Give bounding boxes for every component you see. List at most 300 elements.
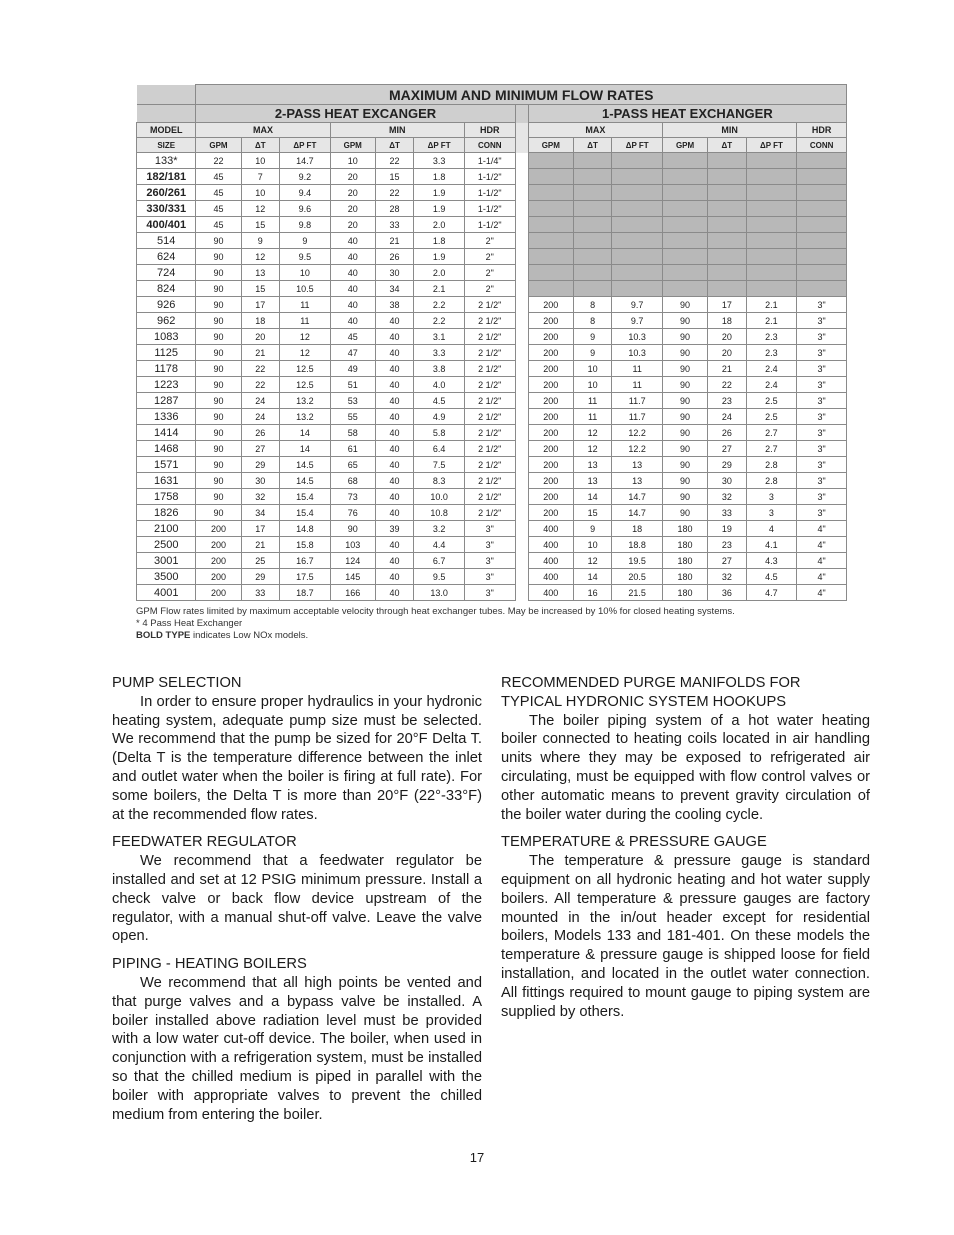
two-pass-value-cell: 90 <box>196 489 241 505</box>
table-row <box>137 585 847 601</box>
two-pass-value-cell: 1.8 <box>414 169 465 185</box>
table-row <box>137 425 847 441</box>
two-pass-value-cell: 33 <box>241 585 280 601</box>
table-title: MAXIMUM AND MINIMUM FLOW RATES <box>196 85 847 105</box>
one-pass-value-cell: 200 <box>528 457 573 473</box>
column-gap <box>515 153 528 169</box>
two-pass-value-cell: 3" <box>464 521 515 537</box>
two-pass-value-cell: 10 <box>280 265 331 281</box>
two-pass-value-cell: 9.5 <box>414 569 465 585</box>
two-pass-value-cell: 17.5 <box>280 569 331 585</box>
model-size-cell: 1336 <box>137 409 196 425</box>
one-pass-value-cell: 19 <box>708 521 747 537</box>
two-pass-value-cell: 13.2 <box>280 409 331 425</box>
one-pass-value-cell: 200 <box>528 473 573 489</box>
one-pass-value-cell: 4.5 <box>746 569 797 585</box>
one-pass-value-cell: 3" <box>797 425 847 441</box>
two-pass-value-cell: 40 <box>375 537 414 553</box>
two-pass-value-cell: 34 <box>241 505 280 521</box>
one-pass-value-cell: 30 <box>708 473 747 489</box>
model-size-cell: 1287 <box>137 393 196 409</box>
piping-body: We recommend that all high points be vented and that purge valves and a bypass valve be installed. A boiler installed above radiation level must be provided with a low water cut-off device. The boiler, when used in conjunction with a refrigeration system, must be installed so that the chilled medium is piped in parallel with the boiler with appropriate valves to prevent the chilled medium from entering the boiler. <box>112 974 482 1123</box>
table-row <box>137 201 847 217</box>
one-pass-value-cell: 3" <box>797 473 847 489</box>
two-pass-value-cell: 2.2 <box>414 297 465 313</box>
two-pass-value-cell: 4.4 <box>414 537 465 553</box>
one-pass-value-cell: 11.7 <box>612 393 663 409</box>
one-pass-empty-cell <box>708 233 747 249</box>
hdr-header-1pass: HDR <box>797 123 847 138</box>
two-pass-value-cell: 15 <box>241 281 280 297</box>
one-pass-value-cell: 20 <box>708 329 747 345</box>
two-pass-value-cell: 28 <box>375 201 414 217</box>
column-gap <box>515 233 528 249</box>
one-pass-empty-cell <box>573 185 612 201</box>
column-gap <box>515 473 528 489</box>
one-pass-empty-cell <box>573 217 612 233</box>
one-pass-value-cell: 14 <box>573 489 612 505</box>
two-pass-value-cell: 27 <box>241 441 280 457</box>
gpm-header: GPM <box>663 138 708 153</box>
two-pass-value-cell: 40 <box>375 505 414 521</box>
two-pass-value-cell: 10 <box>241 185 280 201</box>
one-pass-empty-cell <box>528 265 573 281</box>
two-pass-value-cell: 34 <box>375 281 414 297</box>
one-pass-value-cell: 4" <box>797 553 847 569</box>
one-pass-value-cell: 200 <box>528 489 573 505</box>
table-row <box>137 505 847 521</box>
one-pass-value-cell: 90 <box>663 313 708 329</box>
table-row <box>137 553 847 569</box>
table-note-bold-label: BOLD TYPE <box>136 630 191 641</box>
table-row <box>137 233 847 249</box>
two-pass-value-cell: 40 <box>330 249 375 265</box>
two-pass-value-cell: 24 <box>241 409 280 425</box>
one-pass-empty-cell <box>797 265 847 281</box>
one-pass-value-cell: 12 <box>573 553 612 569</box>
two-pass-value-cell: 1.8 <box>414 233 465 249</box>
max-header-1pass: MAX <box>528 123 662 138</box>
one-pass-value-cell: 26 <box>708 425 747 441</box>
two-pass-value-cell: 40 <box>330 281 375 297</box>
two-pass-value-cell: 40 <box>330 233 375 249</box>
one-pass-empty-cell <box>746 233 797 249</box>
column-gap <box>515 313 528 329</box>
two-pass-value-cell: 40 <box>375 457 414 473</box>
two-pass-value-cell: 9.6 <box>280 201 331 217</box>
model-size-cell: 1758 <box>137 489 196 505</box>
model-header: MODEL <box>137 123 196 138</box>
two-pass-value-cell: 18 <box>241 313 280 329</box>
one-pass-empty-cell <box>573 153 612 169</box>
column-gap <box>515 585 528 601</box>
one-pass-value-cell: 20 <box>708 345 747 361</box>
one-pass-value-cell: 90 <box>663 425 708 441</box>
table-row <box>137 521 847 537</box>
one-pass-value-cell: 400 <box>528 569 573 585</box>
one-pass-value-cell: 200 <box>528 441 573 457</box>
column-gap <box>515 329 528 345</box>
one-pass-value-cell: 180 <box>663 537 708 553</box>
pump-selection-body: In order to ensure proper hydraulics in your hydronic heating system, adequate pump size must be selected. We recommend that the pump be sized for 20°F Delta T. (Delta T is the temperature difference between the inlet and outlet water when the boiler is firing at full rate). For some boilers, the Delta T is more than 20°F (22°-33°F) at the recommended flow rates. <box>112 693 482 823</box>
two-pass-value-cell: 51 <box>330 377 375 393</box>
piping-heading: PIPING - HEATING BOILERS <box>112 956 307 973</box>
one-pass-empty-cell <box>528 233 573 249</box>
two-pass-value-cell: 2 1/2" <box>464 345 515 361</box>
one-pass-value-cell: 90 <box>663 441 708 457</box>
one-pass-value-cell: 3" <box>797 313 847 329</box>
table-corner <box>137 105 196 123</box>
gpm-header: GPM <box>330 138 375 153</box>
gauge-body: The temperature & pressure gauge is standard equipment on all hydronic heating and hot water supply boilers. All temperature & pressure gauges are factory mounted in the in/out header except for residential boilers, Models 133 and 181-401. On these models the temperature & pressure gauge is shipped loose for field installation, and located in the outlet water connection. All fittings required to mount gauge to piping system are supplied by others. <box>501 853 870 1020</box>
two-pass-value-cell: 90 <box>196 233 241 249</box>
one-pass-value-cell: 9 <box>573 329 612 345</box>
one-pass-value-cell: 400 <box>528 585 573 601</box>
column-gap <box>515 457 528 473</box>
column-gap <box>515 505 528 521</box>
two-pass-value-cell: 3" <box>464 553 515 569</box>
two-pass-value-cell: 90 <box>196 361 241 377</box>
two-pass-value-cell: 40 <box>375 425 414 441</box>
model-size-cell: 1083 <box>137 329 196 345</box>
one-pass-empty-cell <box>797 249 847 265</box>
two-pass-value-cell: 1-1/2" <box>464 201 515 217</box>
two-pass-value-cell: 20 <box>330 201 375 217</box>
one-pass-value-cell: 8 <box>573 297 612 313</box>
column-gap <box>515 123 528 138</box>
one-pass-empty-cell <box>708 217 747 233</box>
one-pass-value-cell: 90 <box>663 505 708 521</box>
two-pass-value-cell: 90 <box>196 457 241 473</box>
two-pass-value-cell: 90 <box>196 345 241 361</box>
one-pass-value-cell: 180 <box>663 569 708 585</box>
table-note-bold-rest: indicates Low NOx models. <box>190 630 309 641</box>
one-pass-empty-cell <box>797 185 847 201</box>
two-pass-value-cell: 40 <box>375 553 414 569</box>
model-size-cell: 624 <box>137 249 196 265</box>
two-pass-value-cell: 2.0 <box>414 265 465 281</box>
delta-p-header: ΔP FT <box>612 138 663 153</box>
two-pass-value-cell: 15 <box>375 169 414 185</box>
one-pass-value-cell: 4.1 <box>746 537 797 553</box>
one-pass-value-cell: 2.1 <box>746 313 797 329</box>
two-pass-value-cell: 17 <box>241 297 280 313</box>
two-pass-value-cell: 1.9 <box>414 249 465 265</box>
one-pass-empty-cell <box>573 249 612 265</box>
one-pass-value-cell: 14 <box>573 569 612 585</box>
model-size-cell: 1178 <box>137 361 196 377</box>
one-pass-empty-cell <box>528 201 573 217</box>
two-pass-value-cell: 12.5 <box>280 377 331 393</box>
two-pass-value-cell: 21 <box>375 233 414 249</box>
two-pass-value-cell: 9 <box>280 233 331 249</box>
two-pass-value-cell: 40 <box>330 265 375 281</box>
model-size-cell: 182/181 <box>137 169 196 185</box>
one-pass-value-cell: 90 <box>663 297 708 313</box>
two-pass-value-cell: 45 <box>196 201 241 217</box>
one-pass-value-cell: 2.5 <box>746 393 797 409</box>
column-gap <box>515 281 528 297</box>
one-pass-value-cell: 3" <box>797 457 847 473</box>
one-pass-empty-cell <box>708 281 747 297</box>
two-pass-value-cell: 2 1/2" <box>464 329 515 345</box>
min-header-1pass: MIN <box>663 123 797 138</box>
one-pass-value-cell: 11 <box>612 377 663 393</box>
one-pass-value-cell: 200 <box>528 393 573 409</box>
gpm-header: GPM <box>528 138 573 153</box>
one-pass-value-cell: 9.7 <box>612 297 663 313</box>
gauge-section <box>501 833 870 1021</box>
flow-table-body <box>137 153 847 601</box>
two-pass-value-cell: 30 <box>375 265 414 281</box>
two-pass-value-cell: 68 <box>330 473 375 489</box>
two-pass-value-cell: 20 <box>330 185 375 201</box>
two-pass-value-cell: 2 1/2" <box>464 441 515 457</box>
one-pass-value-cell: 90 <box>663 409 708 425</box>
two-pass-value-cell: 4.0 <box>414 377 465 393</box>
two-pass-value-cell: 40 <box>330 297 375 313</box>
one-pass-empty-cell <box>663 265 708 281</box>
one-pass-value-cell: 10 <box>573 537 612 553</box>
one-pass-empty-cell <box>612 265 663 281</box>
two-pass-value-cell: 90 <box>196 329 241 345</box>
left-text-column <box>112 674 482 1133</box>
one-pass-empty-cell <box>573 169 612 185</box>
table-row <box>137 393 847 409</box>
two-pass-value-cell: 90 <box>196 281 241 297</box>
one-pass-value-cell: 400 <box>528 521 573 537</box>
two-pass-value-cell: 40 <box>375 473 414 489</box>
one-pass-value-cell: 10 <box>573 361 612 377</box>
table-note-flow-limit: GPM Flow rates limited by maximum acceptable velocity through heat exchanger tubes. May be increased by 10% for closed heating systems. <box>136 606 735 617</box>
one-pass-value-cell: 400 <box>528 553 573 569</box>
two-pass-value-cell: 40 <box>375 345 414 361</box>
model-size-cell: 1571 <box>137 457 196 473</box>
two-pass-value-cell: 12 <box>280 329 331 345</box>
one-pass-value-cell: 12 <box>573 425 612 441</box>
one-pass-value-cell: 3" <box>797 505 847 521</box>
one-pass-value-cell: 13 <box>612 457 663 473</box>
one-pass-value-cell: 200 <box>528 505 573 521</box>
model-size-cell: 4001 <box>137 585 196 601</box>
table-row <box>137 361 847 377</box>
two-pass-value-cell: 12.5 <box>280 361 331 377</box>
pump-selection-heading: PUMP SELECTION <box>112 675 242 691</box>
one-pass-value-cell: 13 <box>612 473 663 489</box>
model-size-cell: 1223 <box>137 377 196 393</box>
two-pass-value-cell: 15 <box>241 217 280 233</box>
purge-manifolds-section <box>501 674 870 824</box>
two-pass-value-cell: 103 <box>330 537 375 553</box>
two-pass-value-cell: 22 <box>375 185 414 201</box>
one-pass-value-cell: 2.4 <box>746 377 797 393</box>
one-pass-value-cell: 2.4 <box>746 361 797 377</box>
two-pass-value-cell: 26 <box>375 249 414 265</box>
two-pass-value-cell: 2 1/2" <box>464 425 515 441</box>
two-pass-value-cell: 2 1/2" <box>464 361 515 377</box>
one-pass-value-cell: 20.5 <box>612 569 663 585</box>
two-pass-value-cell: 200 <box>196 569 241 585</box>
max-header-2pass: MAX <box>196 123 330 138</box>
two-pass-value-cell: 14.5 <box>280 457 331 473</box>
one-pass-empty-cell <box>746 265 797 281</box>
model-size-cell: 724 <box>137 265 196 281</box>
table-row <box>137 313 847 329</box>
one-pass-value-cell: 11 <box>573 409 612 425</box>
two-pass-value-cell: 65 <box>330 457 375 473</box>
two-pass-value-cell: 58 <box>330 425 375 441</box>
two-pass-value-cell: 33 <box>375 217 414 233</box>
one-pass-value-cell: 29 <box>708 457 747 473</box>
piping-section <box>112 955 482 1124</box>
model-size-cell: 260/261 <box>137 185 196 201</box>
two-pass-value-cell: 14 <box>280 425 331 441</box>
two-pass-value-cell: 40 <box>375 585 414 601</box>
one-pass-value-cell: 4" <box>797 585 847 601</box>
two-pass-value-cell: 2" <box>464 249 515 265</box>
one-pass-empty-cell <box>573 281 612 297</box>
one-pass-value-cell: 9 <box>573 521 612 537</box>
one-pass-empty-cell <box>746 185 797 201</box>
two-pass-value-cell: 15.4 <box>280 489 331 505</box>
one-pass-value-cell: 90 <box>663 345 708 361</box>
model-size-cell: 2100 <box>137 521 196 537</box>
one-pass-empty-cell <box>528 153 573 169</box>
two-pass-value-cell: 200 <box>196 553 241 569</box>
one-pass-empty-cell <box>746 153 797 169</box>
one-pass-empty-cell <box>612 169 663 185</box>
model-size-cell: 962 <box>137 313 196 329</box>
two-pass-value-cell: 2" <box>464 281 515 297</box>
one-pass-value-cell: 2.8 <box>746 457 797 473</box>
one-pass-value-cell: 90 <box>663 489 708 505</box>
delta-p-header: ΔP FT <box>746 138 797 153</box>
two-pass-value-cell: 90 <box>330 521 375 537</box>
two-pass-value-cell: 2 1/2" <box>464 313 515 329</box>
right-text-column <box>501 674 870 1030</box>
two-pass-value-cell: 7 <box>241 169 280 185</box>
two-pass-value-cell: 22 <box>241 361 280 377</box>
column-gap <box>515 521 528 537</box>
two-pass-value-cell: 17 <box>241 521 280 537</box>
two-pass-value-cell: 12 <box>241 249 280 265</box>
one-pass-value-cell: 3" <box>797 297 847 313</box>
two-pass-value-cell: 45 <box>196 217 241 233</box>
two-pass-value-cell: 3" <box>464 585 515 601</box>
two-pass-value-cell: 90 <box>196 297 241 313</box>
table-row <box>137 377 847 393</box>
two-pass-value-cell: 40 <box>375 569 414 585</box>
one-pass-value-cell: 4" <box>797 537 847 553</box>
one-pass-value-cell: 2.3 <box>746 345 797 361</box>
two-pass-value-cell: 76 <box>330 505 375 521</box>
table-row <box>137 249 847 265</box>
one-pass-value-cell: 3" <box>797 489 847 505</box>
one-pass-value-cell: 12.2 <box>612 425 663 441</box>
two-pass-value-cell: 200 <box>196 537 241 553</box>
one-pass-value-cell: 21.5 <box>612 585 663 601</box>
one-pass-value-cell: 13 <box>573 457 612 473</box>
two-pass-value-cell: 4.5 <box>414 393 465 409</box>
one-pass-value-cell: 3" <box>797 441 847 457</box>
one-pass-value-cell: 3" <box>797 393 847 409</box>
two-pass-value-cell: 200 <box>196 585 241 601</box>
two-pass-value-cell: 73 <box>330 489 375 505</box>
two-pass-value-cell: 10.5 <box>280 281 331 297</box>
one-pass-empty-cell <box>528 185 573 201</box>
two-pass-value-cell: 40 <box>375 409 414 425</box>
one-pass-value-cell: 18 <box>708 313 747 329</box>
one-pass-empty-cell <box>797 233 847 249</box>
table-row <box>137 489 847 505</box>
two-pass-value-cell: 13 <box>241 265 280 281</box>
two-pass-value-cell: 40 <box>375 361 414 377</box>
column-gap <box>515 249 528 265</box>
model-size-cell: 330/331 <box>137 201 196 217</box>
two-pass-value-cell: 26 <box>241 425 280 441</box>
one-pass-empty-cell <box>746 217 797 233</box>
two-pass-value-cell: 9.2 <box>280 169 331 185</box>
table-row <box>137 281 847 297</box>
one-pass-empty-cell <box>708 185 747 201</box>
column-gap <box>515 441 528 457</box>
one-pass-empty-cell <box>797 217 847 233</box>
two-pass-value-cell: 53 <box>330 393 375 409</box>
two-pass-value-cell: 45 <box>196 169 241 185</box>
model-size-cell: 1125 <box>137 345 196 361</box>
table-notes <box>136 606 847 642</box>
one-pass-value-cell: 3" <box>797 329 847 345</box>
one-pass-value-cell: 24 <box>708 409 747 425</box>
two-pass-value-cell: 14.8 <box>280 521 331 537</box>
table-row <box>137 329 847 345</box>
two-pass-value-cell: 13.2 <box>280 393 331 409</box>
two-pass-value-cell: 29 <box>241 457 280 473</box>
one-pass-value-cell: 2.3 <box>746 329 797 345</box>
two-pass-value-cell: 22 <box>241 377 280 393</box>
two-pass-value-cell: 4.9 <box>414 409 465 425</box>
one-pass-value-cell: 8 <box>573 313 612 329</box>
table-row <box>137 265 847 281</box>
two-pass-value-cell: 2.0 <box>414 217 465 233</box>
one-pass-empty-cell <box>746 169 797 185</box>
one-pass-empty-cell <box>663 233 708 249</box>
one-pass-value-cell: 90 <box>663 361 708 377</box>
one-pass-empty-cell <box>612 185 663 201</box>
model-size-cell: 1631 <box>137 473 196 489</box>
two-pass-value-cell: 90 <box>196 265 241 281</box>
column-gap <box>515 377 528 393</box>
one-pass-value-cell: 3 <box>746 505 797 521</box>
one-pass-empty-cell <box>708 249 747 265</box>
one-pass-empty-cell <box>797 201 847 217</box>
one-pass-value-cell: 18.8 <box>612 537 663 553</box>
two-pass-value-cell: 32 <box>241 489 280 505</box>
group-header-2pass: 2-PASS HEAT EXCANGER <box>196 105 515 123</box>
one-pass-value-cell: 3" <box>797 377 847 393</box>
one-pass-value-cell: 12 <box>573 441 612 457</box>
column-gap <box>515 409 528 425</box>
two-pass-value-cell: 15.4 <box>280 505 331 521</box>
group-header-1pass: 1-PASS HEAT EXCHANGER <box>528 105 846 123</box>
column-gap <box>515 185 528 201</box>
column-gap <box>515 105 528 123</box>
one-pass-empty-cell <box>663 217 708 233</box>
two-pass-value-cell: 1.9 <box>414 201 465 217</box>
one-pass-empty-cell <box>708 265 747 281</box>
delta-p-header: ΔP FT <box>280 138 331 153</box>
two-pass-value-cell: 2" <box>464 233 515 249</box>
